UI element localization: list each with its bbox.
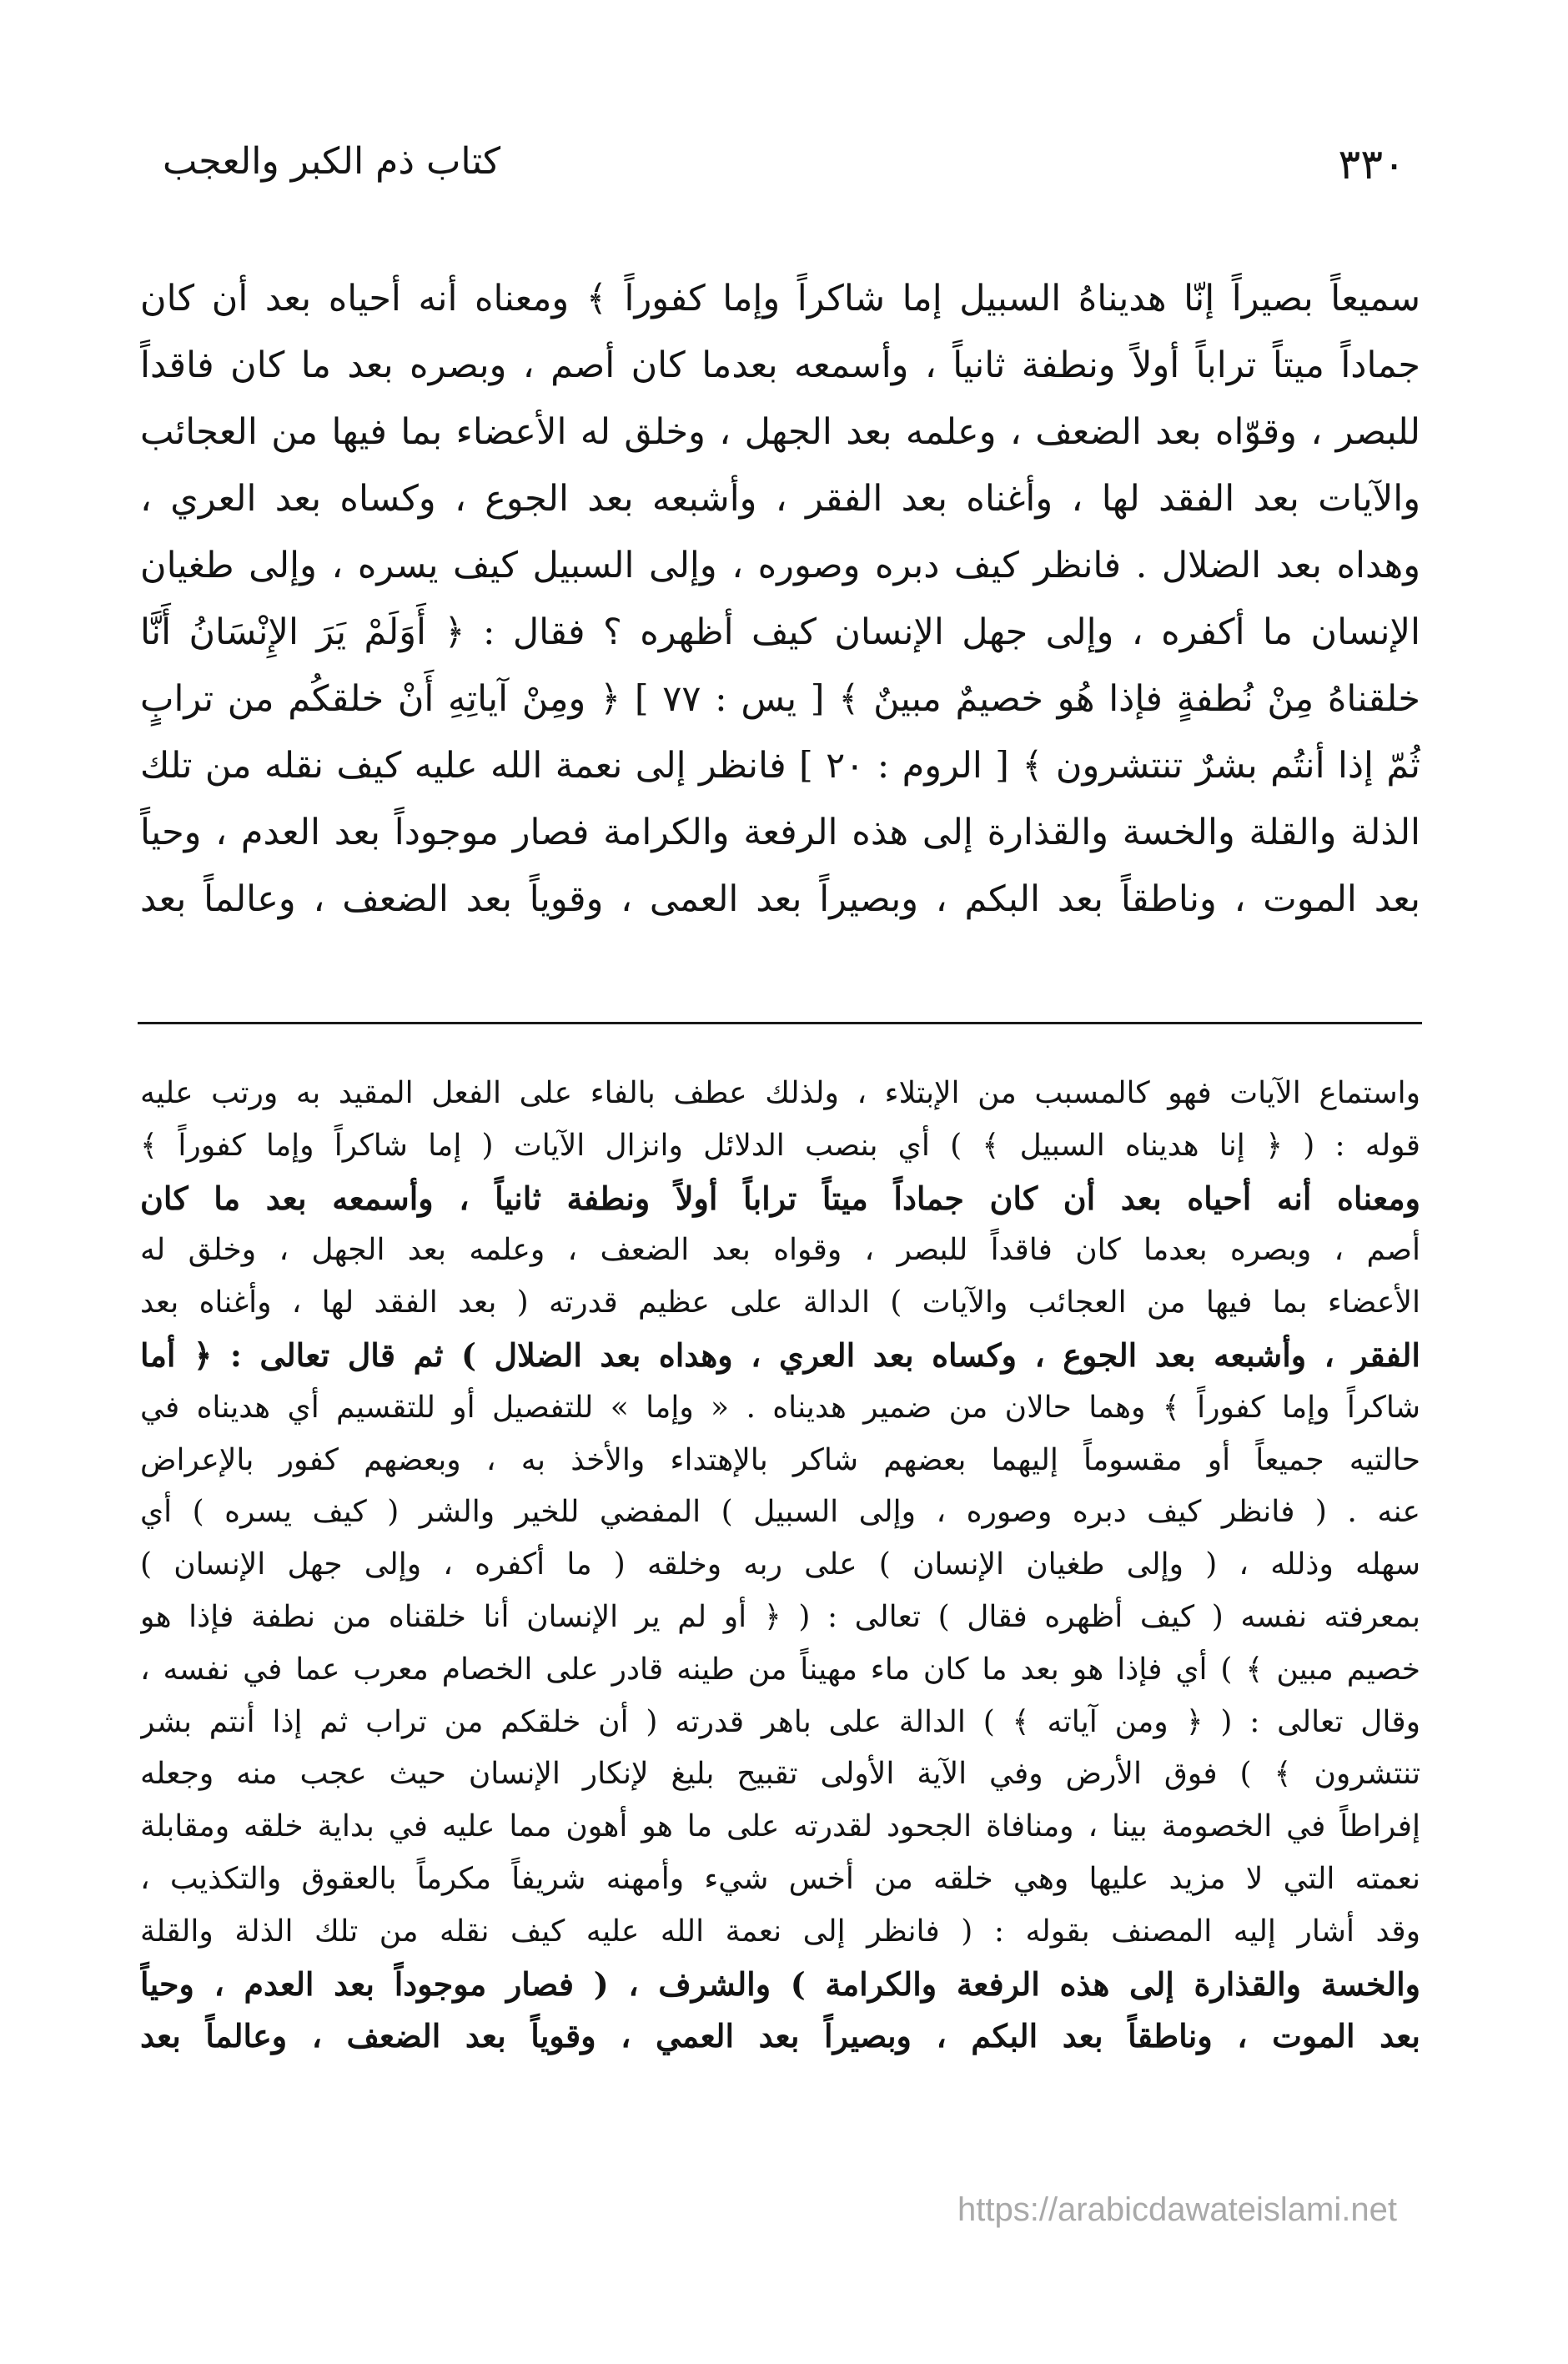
commentary-line: وقد أشار إليه المصنف بقوله : ( فانظر إلى نعمة الله عليه كيف نقله من تلك الذلة والقلة [140, 1914, 1420, 1949]
commentary-line: نعمته التي لا مزيد عليها وهي خلقه من أخس شيء وأمهنه شريفاً مكرماً بالعقوق والتكذيب ، [140, 1861, 1420, 1896]
page-header [163, 140, 1405, 199]
main-text-line: ثُمّ إذا أنتُم بشرٌ تنتشرون ﴾ [ الروم : ٢٠ ] فانظر إلى نعمة الله عليه كيف نقله من تلك [140, 745, 1420, 787]
commentary-line: وقال تعالى : ( ﴿ ومن آياته ﴾ ) الدالة على باهر قدرته ( أن خلقكم من تراب ثم إذا أنتم بشر [140, 1704, 1420, 1739]
main-text-line: جماداً ميتاً تراباً أولاً ونطفة ثانياً ، وأسمعه بعدما كان أصم ، وبصره بعد ما كان فاقداً [140, 345, 1420, 386]
commentary-line: خصيم مبين ﴾ ) أي فإذا هو بعد ما كان ماء مهيناً من طينه قادر على الخصام معرب عما في نفسه ، [140, 1652, 1420, 1687]
main-text-line: والآيات بعد الفقد لها ، وأغناه بعد الفقر ، وأشبعه بعد الجوع ، وكساه بعد العري ، [140, 478, 1420, 520]
commentary-line: إفراطاً في الخصومة بينا ، ومنافاة الجحود لقدرته على ما هو أهون مما عليه في بداية خلقه ومقابلة [140, 1809, 1420, 1844]
commentary-line: حالتيه جميعاً أو مقسوماً إليهما بعضهم شاكر بالإهتداء والأخذ به ، وبعضهم كفور بالإعراض [140, 1442, 1420, 1477]
main-text-line: الإنسان ما أكفره ، وإلى جهل الإنسان كيف أظهره ؟ فقال : ﴿ أَوَلَمْ يَرَ الإِنْسَانُ أَنَّا [140, 611, 1420, 653]
main-text-line: للبصر ، وقوّاه بعد الضعف ، وعلمه بعد الجهل ، وخلق له الأعضاء بما فيها من العجائب [140, 411, 1420, 453]
page-number: ٣٣٠ [1338, 140, 1405, 189]
main-text [140, 265, 1420, 933]
main-text-line: سميعاً بصيراً إنّا هديناهُ السبيل إما شاكراً وإما كفوراً ﴾ ومعناه أنه أحياه بعد أن كان [140, 278, 1420, 319]
footnote-divider [138, 1022, 1422, 1024]
commentary-line: أصم ، وبصره بعدما كان فاقداً للبصر ، وقواه بعد الضعف ، وعلمه بعد الجهل ، وخلق له [140, 1233, 1420, 1268]
commentary-line: تنتشرون ﴾ ) فوق الأرض وفي الآية الأولى تقبيح بليغ لإنكار الإنسان حيث عجب منه وجعله [140, 1757, 1420, 1792]
commentary-line: الأعضاء بما فيها من العجائب والآيات ) الدالة على عظيم قدرته ( بعد الفقد لها ، وأغناه بعد [140, 1285, 1420, 1320]
commentary-line: عنه . ( فانظر كيف دبره وصوره ، وإلى السبيل ) المفضي للخير والشر ( كيف يسره ) أي [140, 1495, 1420, 1530]
commentary-line: واستماع الآيات فهو كالمسبب من الإبتلاء ، ولذلك عطف بالفاء على الفعل المقيد به ورتب عليه [140, 1076, 1420, 1110]
commentary-line: ومعناه أنه أحياه بعد أن كان جماداً ميتاً تراباً أولاً ونطفة ثانياً ، وأسمعه بعد ما كان [140, 1179, 1420, 1217]
main-text-line: خلقناهُ مِنْ نُطفةٍ فإذا هُو خصيمٌ مبينٌ ﴾ [ يس : ٧٧ ] ﴿ ومِنْ آياتِهِ أَنْ خلقكُم من ترابٍ [140, 678, 1420, 720]
main-text-line: بعد الموت ، وناطقاً بعد البكم ، وبصيراً بعد العمى ، وقوياً بعد الضعف ، وعالماً بعد [140, 878, 1420, 920]
commentary-line: سهله وذلله ، ( وإلى طغيان الإنسان ) على ربه وخلقه ( ما أكفره ، وإلى جهل الإنسان ) [140, 1547, 1420, 1582]
running-title: كتاب ذم الكبر والعجب [163, 140, 501, 183]
main-text-line: وهداه بعد الضلال . فانظر كيف دبره وصوره ، وإلى السبيل كيف يسره ، وإلى طغيان [140, 545, 1420, 586]
commentary-line: والخسة والقذارة إلى هذه الرفعة والكرامة ) والشرف ، ( فصار موجوداً بعد العدم ، وحياً [140, 1964, 1420, 2003]
commentary-text [140, 1068, 1420, 2063]
commentary-line: الفقر ، وأشبعه بعد الجوع ، وكساه بعد العري ، وهداه بعد الضلال ) ثم قال تعالى : ﴿ أما [140, 1335, 1420, 1374]
commentary-line: بمعرفته نفسه ( كيف أظهره فقال ) تعالى : ( ﴿ أو لم ير الإنسان أنا خلقناه من نطفة فإذا هو [140, 1599, 1420, 1634]
main-text-line: الذلة والقلة والخسة والقذارة إلى هذه الرفعة والكرامة فصار موجوداً بعد العدم ، وحياً [140, 812, 1420, 853]
commentary-line: بعد الموت ، وناطقاً بعد البكم ، وبصيراً بعد العمي ، وقوياً بعد الضعف ، وعالماً بعد [140, 2017, 1420, 2055]
watermark-url: https://arabicdawateislami.net [957, 2191, 1397, 2228]
commentary-line: قوله : ( ﴿ إنا هديناه السبيل ﴾ ) أي بنصب الدلائل وانزال الآيات ( إما شاكراً وإما كفوراً ﴾ [140, 1128, 1420, 1163]
commentary-line: شاكراً وإما كفوراً ﴾ وهما حالان من ضمير هديناه . « وإما » للتفصيل أو للتقسيم أي هديناه في [140, 1390, 1420, 1425]
